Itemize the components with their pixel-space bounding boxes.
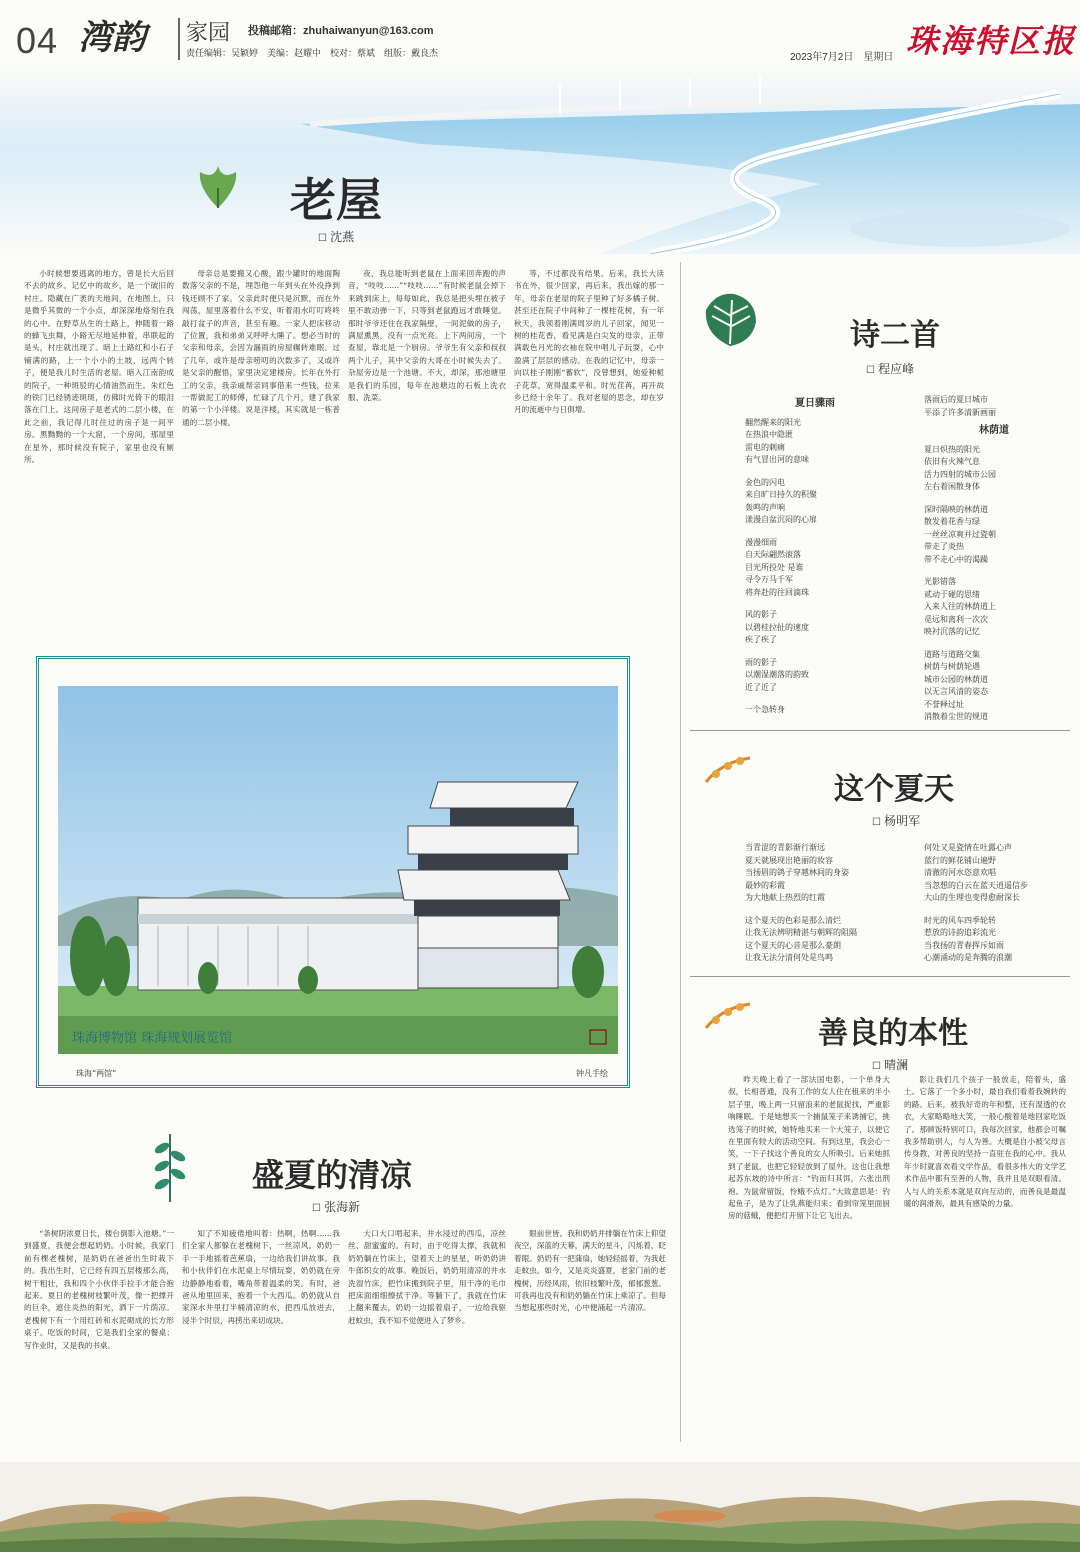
poem-body-xiariyu (745, 417, 885, 717)
newspaper-logo: 珠海特区报 (906, 22, 1077, 60)
poem-line: 漫漫细雨 (745, 537, 777, 547)
article-author-laowu: ☐ 沈燕 (318, 228, 354, 245)
poem-line: 觅远和离利一次次 (924, 614, 988, 624)
poem-line: 夏天就展现出艳丽的妆容 (745, 855, 833, 865)
poem-line: 为大地献上热烈的红霞 (745, 893, 825, 902)
page-number: 04 (16, 20, 59, 61)
poem-body-zhegexiatian-right (924, 842, 1074, 975)
poem-line: 近了近了 (745, 682, 777, 692)
poem-line: 金色的闪电 (745, 477, 785, 487)
poem-line: 寻令万马千军 (745, 575, 793, 584)
poem-line: 当青涩的青影渐行渐远 (745, 843, 825, 852)
poem-line: 当扬眉的鸽子穿越林间的身姿 (745, 868, 849, 877)
article-title-shengxia: 盛夏的清凉 (252, 1156, 413, 1194)
section-name: 家园 (186, 21, 231, 46)
poem-line: 依旧有火辣气息 (924, 457, 980, 466)
poem-stanza (745, 915, 915, 965)
poem-line: 城市公园的林荫道 (924, 674, 988, 684)
poem-stanza (924, 576, 1064, 639)
poem-line: 一个急转身 (745, 705, 785, 714)
poem-line: 时光的风车四季轮转 (924, 915, 996, 925)
poem-stanza (745, 537, 885, 600)
poem-line: 最妙的彩霞 (745, 880, 785, 890)
article-body-laowu-col4: 等，不过都没有结果。后来，我长大读书在外，很少回家，再后来，我出嫁的那一年，母亲在老屋的院子里种了好多橘子树。甚至还在院子中间种了一棵桂花树，有一年秋天，我领着刚满周岁的儿子回家，闻见一树的桂花香，看见满是白尖发的母亲，正带满载色月光的衣袖在院中唱儿子玩耍，心中盈满了层层的感动。在我的记忆中，母亲一向以桂子刚刚“蓄软”，没曾想到，她爱种栀子花草，宽得温柔平和。时光荏苒，再开故乡已经十余年了。我对老屋的思念，却在岁月的流逝中与日俱增。 (514, 269, 664, 415)
poem-title-xiariyu: 夏日骤雨 (795, 398, 835, 409)
poem-body-linyindao (924, 444, 1064, 724)
poem-line: 光影错落 (924, 577, 956, 586)
article-body-laowu-col1: 小时候想要逃离的地方，曾是长大后回不去的故乡。记忆中的故乡，是一个破旧的村庄。隐藏在广袤的天地间，在地图上，只是微乎其微的一个小点，却深深地烙刻在我的心中。在野草丛生的土路上，伸随着一路的蜂飞虫舞，小路无尽地延伸着，串联起的是头，村庄就出现了。暗上土路红和小石子铺满的路，上一个小小的土坡，远两个转子，便是我儿时生活的老屋。暗入江南韵成的院子，一种斑驳的心情油然而生。朱红色的铁门已经锈迹斑斑，仿佛时光倚下的眼泪落在门上。这间房子是老式的二层小楼，在此之前，我记得儿时住过的房子是一间平房。黑黝黝的一个大窟，一个房间，那屋里在星外，那时候没有院子，家里也没有厕所。 (24, 269, 174, 465)
section-divider (690, 976, 1070, 977)
poem-stanza (745, 417, 885, 467)
landscape-footer-image (0, 1462, 1080, 1552)
article-body-shanliang-col1: 昨天晚上看了一部法国电影，一个单身大叔，长相普通，没有工作的女人住在租来的半小层子里，晚上两一只留浪来的老鼠捉找，严重影响睡眠。于是她想买一个捕鼠笼子来诱捕它，挑选笼子的时候，她特地买来一个大笼子，以便它在里面有较大的活动空间。有到这里，我会心一笑，一下子找这个善良的女人所吸引。后来她抓到了老鼠，也把它轻轻放到了屋外。这也让我想起苏东坡的诗中所言：“钓而归其饵，六张出刑袍。为鼠常留饭，怜蛾不点灯。”大致意思是：钓起鱼子，是为了让乳燕能归来；看到帘笼里面厨房的菇蛾，便把灯开留下让它飞出去。 (728, 1075, 890, 1221)
poem-line: 当忽想的白云在蓝天逍遥信步 (924, 880, 1028, 890)
editorial-staff: 责任编辑：吴颖婷 美编：赵耀中 校对：蔡斌 组版：戴良杰 (186, 48, 439, 58)
poem-line: 翻然醒来的阳光 (745, 417, 801, 427)
poem-stanza (745, 657, 885, 695)
poem-author-zhegexiatian: ☐ 杨明军 (872, 812, 920, 829)
article-title-shanliang: 善良的本性 (818, 1016, 968, 1051)
poem-line: 带不走心中的渴躁 (924, 554, 988, 564)
poem-line: 疾了疾了 (745, 635, 777, 644)
issue-date: 2023年7月2日 星期日 (790, 52, 894, 63)
poem-line: 散发着花香与绿 (924, 517, 980, 526)
poem-line: 以无言风清的姿态 (924, 687, 988, 696)
column-divider (680, 262, 681, 1442)
monstera-leaf-icon (698, 286, 762, 350)
poem-stanza (924, 444, 1064, 494)
poem-stanza (745, 704, 885, 717)
illustration-credit: 钟凡手绘 (576, 1069, 608, 1078)
poem-line: 有气冒出河的意味 (745, 455, 809, 464)
ginkgo-leaf-icon (190, 158, 246, 214)
article-body-shanliang-col2: 影让我们几个孩子一般放走，陪着头，盛土。它落了一个多小时，最自我们看着我婉转的的路。后来，被我好奇的年和整，还有湿透的衣衣，大家略略地大笑，一般心酸着是地回家吃饭了。那顿饭特别可口，我每次回家，他都会可嘱我多帮助别人，与人为善。大概是自小被父母言传身教，对善良的坚持一直驻在我的心中。我从年少时就喜欢看文学作品，看很多伟大的文学艺术作品中都有至善的人物，我并且是双眼看清。人与人的关系本就是双向互动的，而善良是最温暖的润滑剂，最具有感染的力量。 (904, 1075, 1066, 1209)
poem-line: 这个夏天的色彩是那么清烂 (745, 915, 841, 925)
poem-line: 带走了炎热 (924, 542, 964, 551)
article-body-shengxia-col2: 知了不知疲倦地叫着：热啊，热啊……我们全家人都躲在老槐树下，一丝凉风。奶奶一手一手地摇着芭蕉扇，一边给我们讲故事。我和小伙伴们在水泥桌上尽情玩耍，奶奶就在旁边静静地看着，嘴角带着温柔的笑。有时，爸爸从地里回来，抱着一个大西瓜。奶奶就从自家深水井里打半桶清凉的水，把西瓜放进去，浸半个时辰，再捞出来切成块。 (182, 1229, 340, 1325)
poem-line: 将奔赴的往回滴珠 (745, 587, 809, 597)
illustration-caption: 珠海“两馆” (76, 1069, 117, 1078)
poem-line: 轰鸣的声响 (745, 502, 785, 512)
poem-line: 让我无法分清何处是鸟鸣 (745, 953, 833, 962)
poem-line: 不誉释过址 (924, 699, 964, 709)
poem-line: 雨的影子 (745, 657, 777, 667)
poem-stanza (924, 504, 1064, 567)
poem-line: 这个夏天的心音是那么豪朗 (745, 940, 841, 950)
poem-line: 蓝行的鲜花铺山遍野 (924, 855, 996, 865)
poem-line: 消散着尘世的规道 (924, 712, 988, 721)
article-body-laowu-col3: 夜，我总能听到老鼠在上面来回奔跑的声音，“吱吱……”“吱吱……”有时候老鼠会掉下来跳到床上，每每如此，我总是把头埋在被子里不敢动弹一下，只等到老鼠跑远才敢睡觉。那时爷爷还住在我家隔壁，一间泥做的房子，满屋熏黑，没有一点光亮。上下两间房，一个查屋，靠北是一个厨房。爷爷生有父亲和叔叔两个儿子，其中父亲的大哥在小时候失去了。杂屋旁边是一个池塘。不大，却深，那池塘里是我们的乐园，每年在池塘边的石板上洗衣服、洗菜。 (348, 269, 506, 403)
poem-line: 来自旷日持久的积聚 (745, 490, 817, 499)
museum-watercolor-illustration (58, 686, 618, 1054)
poem-line: 左右着闲散身体 (924, 482, 980, 491)
article-body-laowu-col2: 母亲总是要搬又心酸，跟少罐时的地面陶数落父亲的不是，埋怨他一年到头在外没挣到钱还顾不了家。父亲此时便只是沉默，而在外闯荡，屋里落着什么不安，听着雨水叮叮咚咚敲打盆子的声音，甚至有趣。一家人把床移动了位置，我和弟弟又呼呼大睡了。想必当时的父亲和母亲，会因为漏雨的房屋辗转难眠。过了几年，或许是母亲唠叨的次数多了，又或许是父亲的醒悟，家里决定建楼房。长年在外打工的父亲，我亲戚帮亲同事借来一些钱，拉来一帮做泥工的师傅，忙碌了几个月，建了我家的第一个小洋楼。说是洋楼，其实就是一栋普通的二层小楼。 (182, 269, 340, 427)
poem-stanza (924, 915, 1074, 965)
poem-stanza (924, 649, 1064, 724)
poem-xiariyu (745, 394, 885, 727)
poem-title-zhegexiatian: 这个夏天 (834, 772, 954, 807)
poem-line: 心潮涌动的是奔腾的浪潮 (924, 953, 1012, 962)
poem-title-shiershou: 诗二首 (850, 318, 940, 353)
poem-line: 树荫与树荫轮遇 (924, 662, 980, 671)
poem-line: 雷电的刺痛 (745, 442, 785, 452)
poem-line: 惹放的诗韵追彩流光 (924, 928, 996, 937)
article-body-shengxia-col1: “条树阴浓夏日长，楼台倒影入池塘。”一到盛夏，我便会想起奶奶。小时候，我家门前有棵老槐树，是奶奶在爸爸出生时栽下的。我出生时，它已经有四五层楼那么高，树干粗壮，我和四个小伙伴手拉手才能合抱起来。夏日的老槐树枝繁叶茂，像一把撑开的巨伞，遮住炎热的阳光，洒下一片荫凉。老槐树下有一个用红砖和水泥砌成的长方形桌子。吃饭的时间，它是我们全家的餐桌；写作业时，又是我的书桌。 (24, 1229, 174, 1350)
poem-stanza (745, 477, 885, 527)
poem-line: 风的影子 (745, 610, 777, 619)
poem-title-linyindao: 林荫道 (979, 425, 1009, 436)
poem-line: 在热浪中隐匿 (745, 430, 793, 439)
poem-author-shiershou: ☐ 程应峰 (866, 360, 914, 377)
poem-stanza (924, 842, 1074, 905)
article-body-shengxia-col3: 大口大口啃起来，井水浸过的西瓜，凉丝丝、甜蜜蜜的。有时，由于吃得太撑，我就和奶奶躺在竹床上，望着天上的星星，听奶奶讲牛郎织女的故事。晚饭后，奶奶用清凉的井水洗湿竹床，把竹床搬到院子里，用干净的毛巾把床面细细擦拭干净。等躺下了，我就在竹床上翻来覆去，奶奶一边摇着扇子，一边给我驱赶蚊虫，我不知不觉便进入了梦乡。 (348, 1229, 506, 1325)
poem-line: 何处又是瓷情在吐露心声 (924, 843, 1012, 852)
poem-line: 落雨后的夏日城市 (924, 395, 988, 404)
article-body-shengxia-col4: 眼前世皆。我和奶奶并排躺在竹床上仰望夜空，深蓝的天幕，满天的星斗，闪烁着，眨着眼。奶奶有一把蒲扇，她轻轻摇着，为我赶走蚊虫。如今，又是炎炎盛夏，老家门前的老槐树，历经风雨，依旧枝繁叶茂，郁郁葱葱。可我再也没有和奶奶躺在竹床上乘凉了。但每当想起那些时光，心中便涌起一片清凉。 (514, 1229, 666, 1313)
poem-line: 以潮湿潮落的韵致 (745, 670, 809, 679)
article-author-shengxia: ☐ 张海新 (312, 1198, 360, 1215)
poem-line: 道路与道路交集 (924, 649, 980, 659)
branch-leaves-icon (148, 1128, 192, 1204)
poem-line: 清澈的河水恣意欢唱 (924, 868, 996, 877)
article-title-laowu: 老屋 (290, 173, 382, 227)
poem-line: 漾漫自盆沉闷的心扉 (745, 515, 817, 524)
poem-line: 平添了许多清新画丽 (924, 407, 996, 417)
poem-line: 深时隔映的林荫道 (924, 504, 988, 514)
poem-stanza (745, 842, 915, 905)
poem-linyindao (924, 394, 1064, 734)
poem-line: 大山的生理也变得愈耐深长 (924, 893, 1020, 902)
poem-intro-lines (924, 394, 1064, 419)
poem-line: 一丝丝凉爽并过瓷朝 (924, 529, 996, 539)
flower-sprig-icon (702, 752, 754, 792)
illustration-label: 珠海博物馆 珠海规划展览馆 (72, 1031, 233, 1046)
header-divider (178, 18, 180, 60)
submission-email: 投稿邮箱：zhuhaiwanyun@163.com (248, 25, 434, 37)
poem-line: 入来人往的林荫道上 (924, 602, 996, 611)
poem-line: 贰动于碰的思绪 (924, 589, 980, 599)
poem-line: 当我扬的青春挥斥如雨 (924, 940, 1004, 950)
poem-line: 夏日炽热的阳光 (924, 444, 980, 454)
section-divider (690, 730, 1070, 731)
poem-line: 自天际翩然滚落 (745, 550, 801, 559)
poem-line: 目光所投处 是谁 (745, 562, 804, 572)
column-name-calligraphy: 湾韵 (78, 18, 146, 58)
poem-line: 映衬沉落的记忆 (924, 627, 980, 636)
bridge-banner-image (0, 64, 1080, 254)
poem-body-zhegexiatian-left (745, 842, 915, 975)
flower-sprig-icon (702, 998, 754, 1038)
poem-line: 以碧桂拉扯的速度 (745, 622, 809, 632)
poem-stanza (745, 609, 885, 647)
poem-line: 让我无法辨明精湛与朝辉的阻隔 (745, 928, 857, 937)
poem-line: 活力四射的城市公园 (924, 469, 996, 479)
article-author-shanliang: ☐ 晴澜 (872, 1056, 908, 1073)
